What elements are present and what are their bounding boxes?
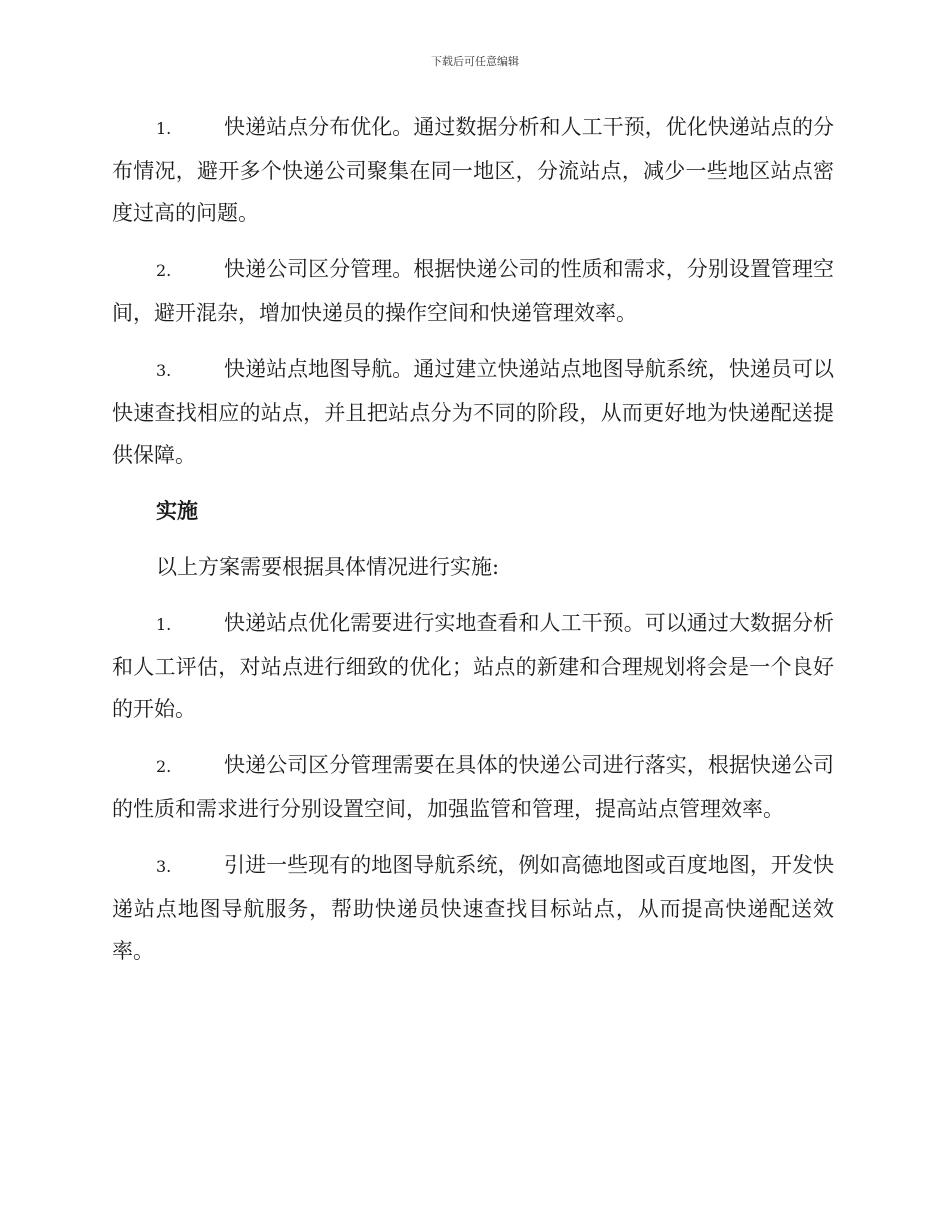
list-item-text: 引进一些现有的地图导航系统，例如高德地图或百度地图，开发快递站点地图导航服务，帮助快递员快速查找目标站点，从而提高快递配送效率。	[112, 853, 834, 963]
implementation-item-2	[112, 744, 834, 830]
list-item-text: 快递站点地图导航。通过建立快递站点地图导航系统，快递员可以快速查找相应的站点，并且把站点分为不同的阶段，从而更好地为快递配送提供保障。	[112, 357, 834, 467]
list-number: 1.	[156, 615, 172, 634]
list-number: 1.	[156, 119, 172, 138]
section-heading-implementation: 实施	[156, 498, 198, 523]
document-body	[112, 106, 834, 986]
plan-item-3	[112, 348, 834, 476]
implementation-item-3	[112, 844, 834, 972]
implementation-intro: 以上方案需要根据具体情况进行实施:	[156, 555, 500, 579]
implementation-item-1	[112, 602, 834, 730]
list-item-text: 快递站点分布优化。通过数据分析和人工干预，优化快递站点的分布情况，避开多个快递公司聚集在同一地区，分流站点，减少一些地区站点密度过高的问题。	[112, 115, 834, 225]
list-number: 3.	[156, 361, 172, 380]
plan-item-1	[112, 106, 834, 234]
list-number: 2.	[156, 261, 172, 280]
list-number: 3.	[156, 857, 172, 876]
list-item-text: 快递站点优化需要进行实地查看和人工干预。可以通过大数据分析和人工评估，对站点进行细致的优化；站点的新建和合理规划将会是一个良好的开始。	[112, 611, 834, 721]
list-item-text: 快递公司区分管理需要在具体的快递公司进行落实，根据快递公司的性质和需求进行分别设置空间，加强监管和管理，提高站点管理效率。	[112, 753, 834, 821]
plan-item-2	[112, 248, 834, 334]
page-header: 下载后可任意编辑	[431, 55, 519, 68]
list-number: 2.	[156, 757, 172, 776]
list-item-text: 快递公司区分管理。根据快递公司的性质和需求，分别设置管理空间，避开混杂，增加快递员的操作空间和快递管理效率。	[112, 257, 834, 325]
